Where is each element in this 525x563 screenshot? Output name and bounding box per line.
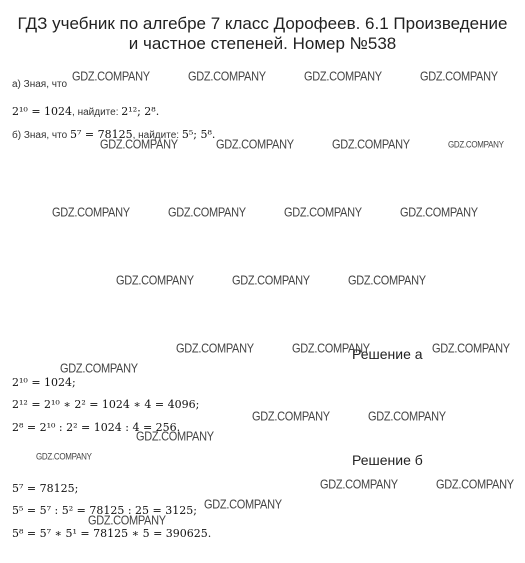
task-a-prefix: а) Зная, что — [12, 79, 68, 90]
watermark: GDZ.COMPANY — [304, 70, 382, 84]
watermark: GDZ.COMPANY — [436, 478, 514, 492]
watermark: GDZ.COMPANY — [188, 70, 266, 84]
task-a-intro — [12, 79, 67, 90]
solution-a-heading: Решение а — [352, 346, 423, 362]
solution-b-heading: Решение б — [352, 452, 423, 468]
watermark: GDZ.COMPANY — [232, 274, 310, 288]
title-line-2: и частное степеней. Номер №538 — [128, 34, 397, 53]
task-a-equation: 2¹⁰ = 1024 — [12, 105, 73, 118]
watermark: GDZ.COMPANY — [368, 410, 446, 424]
watermark: GDZ.COMPANY — [88, 514, 166, 528]
watermark: GDZ.COMPANY — [292, 342, 370, 356]
watermark: GDZ.COMPANY — [116, 274, 194, 288]
watermark: GDZ.COMPANY — [332, 138, 410, 152]
watermark: GDZ.COMPANY — [216, 138, 294, 152]
task-a-find: , найдите: — [72, 107, 119, 118]
watermark: GDZ.COMPANY — [52, 206, 130, 220]
task-b-equation: 5⁷ = 78125 — [69, 128, 133, 141]
watermark: GDZ.COMPANY — [400, 206, 478, 220]
solution-a-line-2: 2¹² = 2¹⁰ ∗ 2² = 1024 ∗ 4 = 4096; — [12, 398, 200, 411]
watermark: GDZ.COMPANY — [320, 478, 398, 492]
task-b-prefix: б) Зная, что — [12, 130, 68, 141]
task-b-targets: 5⁵; 5⁸. — [181, 128, 216, 141]
solution-b-line-1: 5⁷ = 78125; — [12, 482, 79, 495]
task-b-find: , найдите: — [132, 130, 180, 141]
watermark: GDZ.COMPANY — [348, 274, 426, 288]
watermark: GDZ.COMPANY — [72, 70, 150, 84]
watermark: GDZ.COMPANY — [176, 342, 254, 356]
watermark: GDZ.COMPANY — [168, 206, 246, 220]
watermark: GDZ.COMPANY — [60, 362, 138, 376]
solution-b-line-2: 5⁵ = 5⁷ : 5² = 78125 : 25 = 3125; — [12, 504, 197, 517]
page-title — [0, 14, 525, 54]
watermark: GDZ.COMPANY — [448, 139, 504, 150]
task-a-statement — [12, 105, 159, 118]
watermark: GDZ.COMPANY — [420, 70, 498, 84]
watermark: GDZ.COMPANY — [284, 206, 362, 220]
task-a-targets: 2¹²; 2⁸. — [121, 105, 160, 118]
watermark: GDZ.COMPANY — [204, 498, 282, 512]
watermark: GDZ.COMPANY — [432, 342, 510, 356]
watermark: GDZ.COMPANY — [36, 451, 92, 462]
solution-a-line-1: 2¹⁰ = 1024; — [12, 376, 76, 389]
solution-a-line-3: 2⁸ = 2¹⁰ : 2² = 1024 : 4 = 256. — [12, 421, 181, 434]
watermark: GDZ.COMPANY — [252, 410, 330, 424]
title-line-1: ГДЗ учебник по алгебре 7 класс Дорофеев. 6.1 Произведение — [17, 14, 508, 33]
watermark: GDZ.COMPANY — [100, 138, 178, 152]
watermark: GDZ.COMPANY — [136, 430, 214, 444]
solution-b-line-3: 5⁸ = 5⁷ ∗ 5¹ = 78125 ∗ 5 = 390625. — [12, 527, 212, 540]
